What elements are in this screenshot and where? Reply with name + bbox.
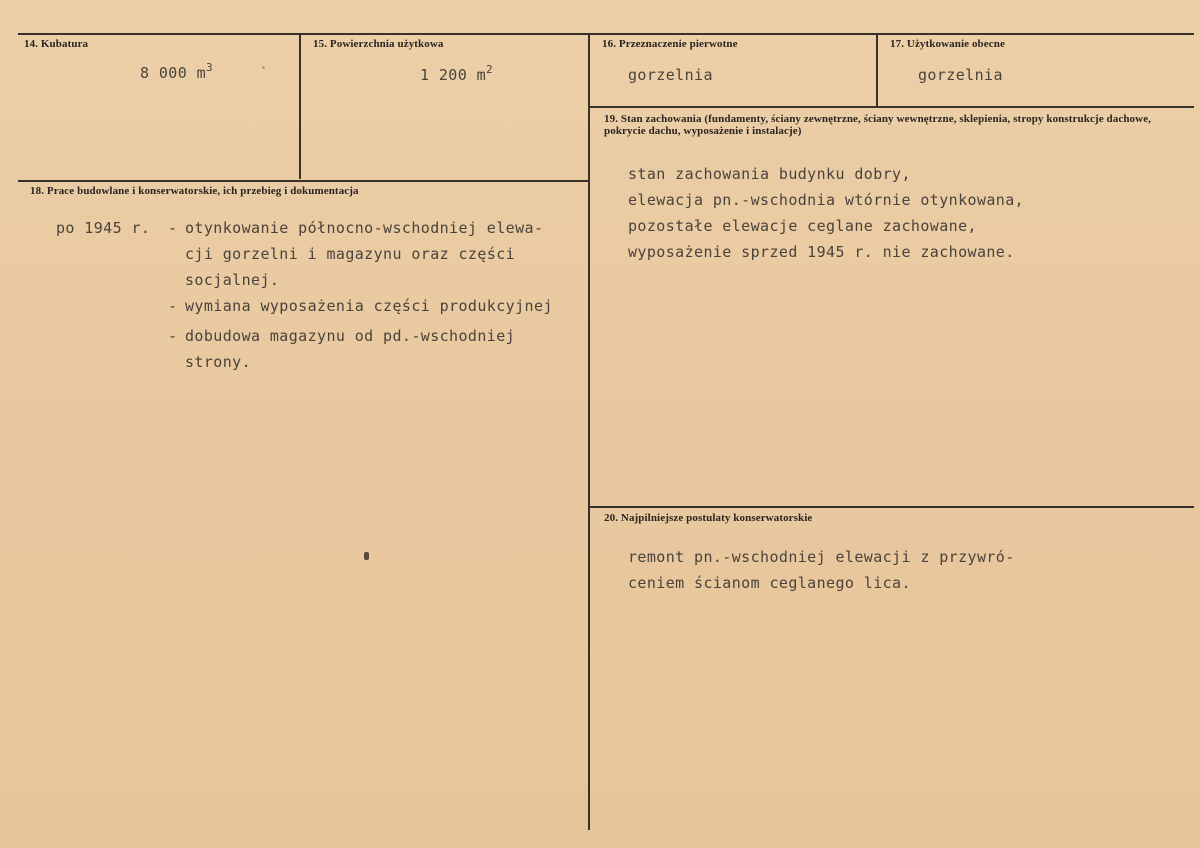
- paper-speck: [262, 66, 265, 69]
- item-text: [185, 219, 543, 297]
- item-dash: -: [168, 297, 178, 315]
- field-15-value: [420, 63, 494, 84]
- paper-speck: [364, 552, 369, 560]
- kubatura-exponent: 3: [206, 61, 214, 74]
- field-17-label: 17. Użytkowanie obecne: [890, 38, 1005, 50]
- item-text: [185, 327, 515, 379]
- field-18-label: 18. Prace budowlane i konserwatorskie, ich przebieg i dokumentacja: [30, 185, 359, 197]
- top-rule: [18, 33, 1194, 35]
- field-19-text: [628, 165, 1024, 269]
- prace-prefix: po 1945 r.: [56, 219, 151, 237]
- field-14-value: [140, 61, 214, 82]
- item-line: strony.: [185, 353, 252, 371]
- kubatura-value: 8 000 m: [140, 64, 207, 82]
- stan-line: elewacja pn.-wschodnia wtórnie otynkowana,: [628, 191, 1025, 209]
- item-line: otynkowanie północno-wschodniej elewa-: [185, 219, 544, 237]
- field-16-value: gorzelnia: [628, 66, 713, 84]
- postulaty-line: remont pn.-wschodniej elewacji z przywró-: [628, 548, 1015, 566]
- item-line: cji gorzelni i magazynu oraz części: [185, 245, 516, 263]
- field-15-label: 15. Powierzchnia użytkowa: [313, 38, 444, 50]
- field-16-label: 16. Przeznaczenie pierwotne: [602, 38, 738, 50]
- stan-line: wyposażenie sprzed 1945 r. nie zachowane.: [628, 243, 1015, 261]
- field-19-label: 19. Stan zachowania (fundamenty, ściany zewnętrzne, ściany wewnętrzne, sklepienia, stropy konstrukcje dachowe, pokrycie dachu, wyposażenie i instalacje): [604, 113, 1152, 137]
- item-line: dobudowa magazynu od pd.-wschodniej: [185, 327, 516, 345]
- postulaty-line: ceniem ścianom ceglanego lica.: [628, 574, 911, 592]
- item-line: socjalnej.: [185, 271, 280, 289]
- powierzchnia-exponent: 2: [486, 63, 494, 76]
- field-20-text: [628, 548, 1015, 600]
- center-divider: [588, 34, 590, 830]
- divider-16-17: [876, 34, 878, 106]
- powierzchnia-value: 1 200 m: [420, 66, 487, 84]
- item-dash: -: [168, 219, 178, 237]
- field-20-label: 20. Najpilniejsze postulaty konserwatorskie: [604, 512, 813, 524]
- item-dash: -: [168, 327, 178, 345]
- stan-line: pozostałe elewacje ceglane zachowane,: [628, 217, 977, 235]
- item-text: [185, 297, 553, 323]
- stan-line: stan zachowania budynku dobry,: [628, 165, 911, 183]
- field-17-value: gorzelnia: [918, 66, 1003, 84]
- rule-above-20: [589, 506, 1194, 508]
- rule-below-16-17: [589, 106, 1194, 108]
- rule-below-18-header: [18, 180, 589, 182]
- field-14-label: 14. Kubatura: [24, 38, 89, 50]
- item-line: wymiana wyposażenia części produkcyjnej: [185, 297, 553, 315]
- divider-14-15: [299, 34, 301, 179]
